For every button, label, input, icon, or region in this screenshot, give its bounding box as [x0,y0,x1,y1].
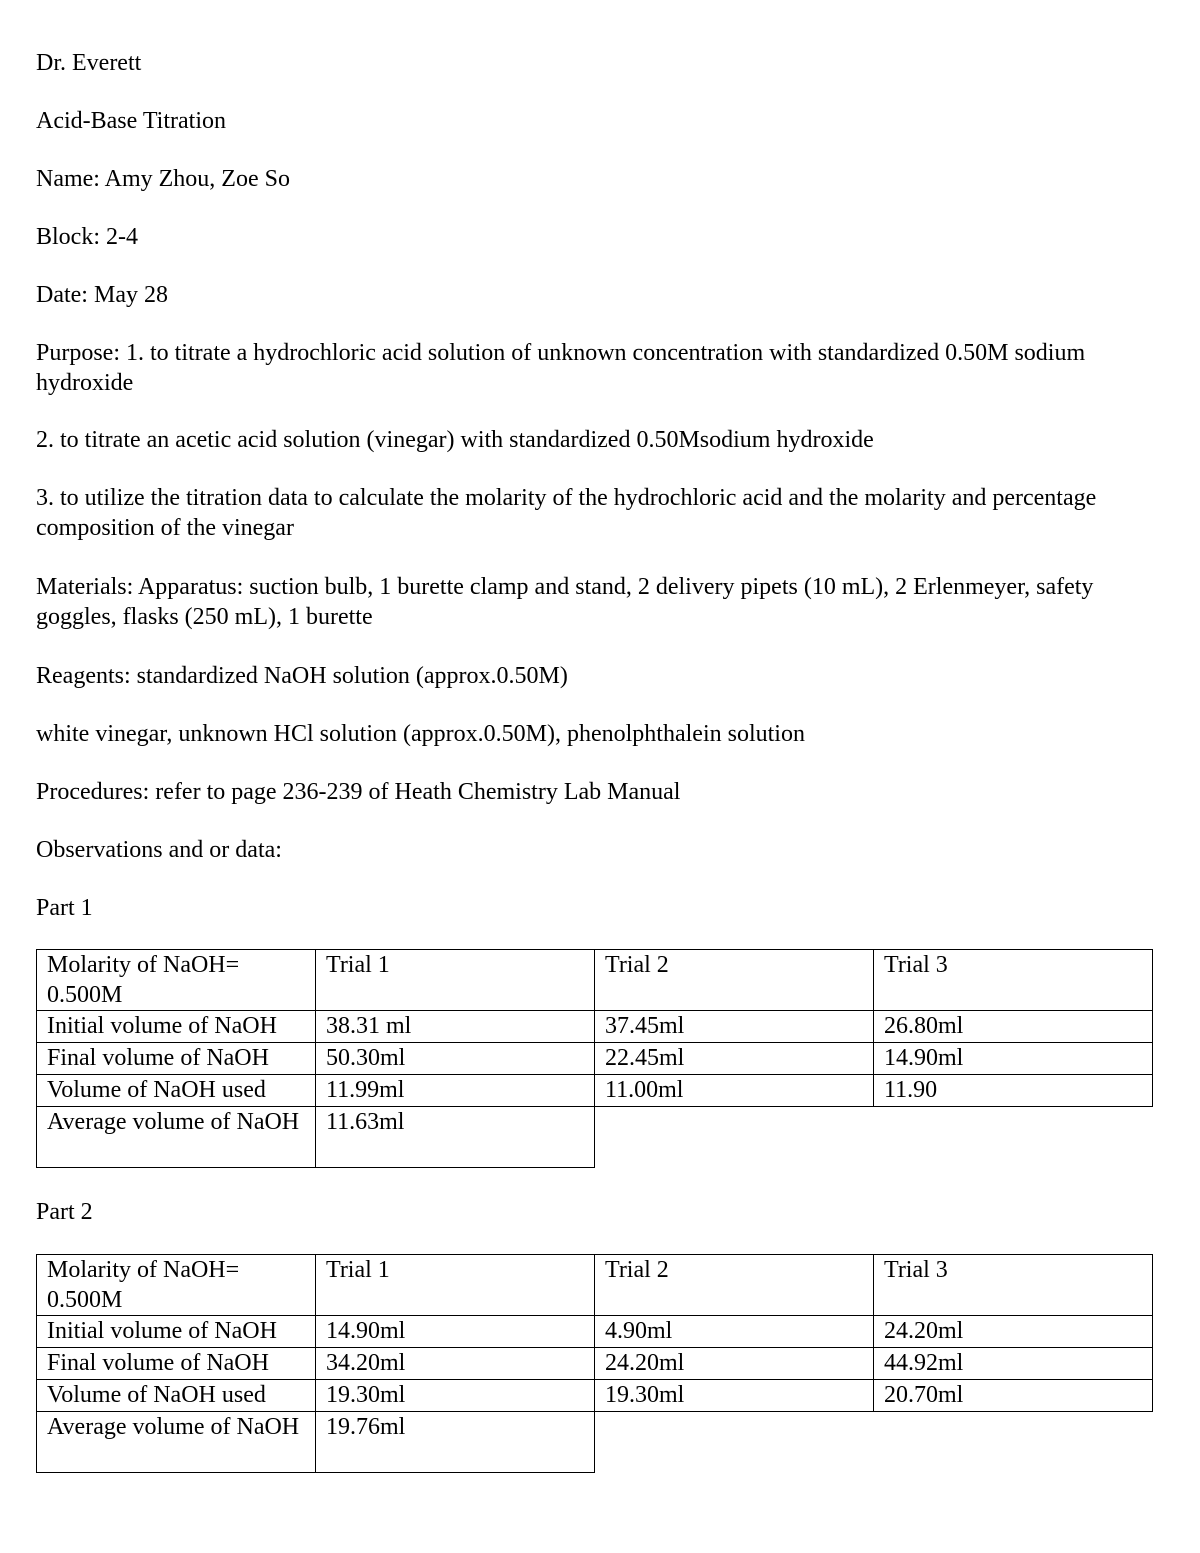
table-row [37,1316,1153,1348]
table-header-cell: Trial 3 [874,950,1153,1011]
average-row [37,1107,1153,1168]
table-cell: 11.63ml [316,1107,595,1168]
table-cell: 11.90 [874,1075,1153,1107]
table-cell: 14.90ml [316,1316,595,1348]
table-header-cell: Trial 2 [595,950,874,1011]
table-cell: 11.99ml [316,1075,595,1107]
table-cell: Initial volume of NaOH [37,1316,316,1348]
table-header-cell: Trial 2 [595,1255,874,1316]
table-cell: Average volume of NaOH [37,1107,316,1168]
table-row [37,1348,1153,1380]
materials-paragraph: Materials: Apparatus: suction bulb, 1 burette clamp and stand, 2 delivery pipets (10 mL), 2 Erlenmeyer, safety goggles, flasks (250 mL), 1 burette [36,574,1094,630]
table-cell: Average volume of NaOH [37,1412,316,1473]
table-cell: Volume of NaOH used [37,1380,316,1412]
instructor-name: Dr. Everett [36,50,142,76]
procedures-line: Procedures: refer to page 236-239 of Heath Chemistry Lab Manual [36,779,681,805]
table-cell: 14.90ml [874,1043,1153,1075]
date-line: Date: May 28 [36,282,168,308]
part-1-table [36,949,1153,1168]
table-cell: 20.70ml [874,1380,1153,1412]
empty-cell [874,1107,1153,1168]
table-cell: 19.30ml [316,1380,595,1412]
table-header-row [37,950,1153,1011]
table-cell: 24.20ml [874,1316,1153,1348]
observations-heading: Observations and or data: [36,837,282,863]
table-cell: Volume of NaOH used [37,1075,316,1107]
part-1-heading: Part 1 [36,895,93,921]
purpose-item-3: 3. to utilize the titration data to calculate the molarity of the hydrochloric acid and the molarity and percentage composition of the vinegar [36,485,1097,541]
empty-cell [595,1107,874,1168]
table-cell: Initial volume of NaOH [37,1011,316,1043]
table-cell: 22.45ml [595,1043,874,1075]
table-header-cell: Trial 3 [874,1255,1153,1316]
table-cell: 44.92ml [874,1348,1153,1380]
table-cell: 19.76ml [316,1412,595,1473]
table-cell: 19.30ml [595,1380,874,1412]
lab-title: Acid-Base Titration [36,108,226,134]
table-row [37,1011,1153,1043]
reagents-line-2: white vinegar, unknown HCl solution (approx.0.50M), phenolphthalein solution [36,721,805,747]
table-header-cell: Molarity of NaOH= 0.500M [37,950,316,1011]
part-2-table [36,1254,1153,1473]
empty-cell [874,1412,1153,1473]
table-cell: 24.20ml [595,1348,874,1380]
table-header-cell: Trial 1 [316,1255,595,1316]
table-cell: 38.31 ml [316,1011,595,1043]
student-names: Name: Amy Zhou, Zoe So [36,166,290,192]
part-2-heading: Part 2 [36,1199,93,1225]
reagents-line-1: Reagents: standardized NaOH solution (approx.0.50M) [36,663,568,689]
average-row [37,1412,1153,1473]
block-line: Block: 2-4 [36,224,138,250]
table-row [37,1380,1153,1412]
table-cell: 26.80ml [874,1011,1153,1043]
table-cell: Final volume of NaOH [37,1348,316,1380]
empty-cell [595,1412,874,1473]
table-row [37,1043,1153,1075]
table-header-row [37,1255,1153,1316]
table-header-cell: Trial 1 [316,950,595,1011]
table-header-cell: Molarity of NaOH= 0.500M [37,1255,316,1316]
table-cell: 50.30ml [316,1043,595,1075]
purpose-item-1: Purpose: 1. to titrate a hydrochloric acid solution of unknown concentration with standardized 0.50M sodium hydroxide [36,340,1086,396]
table-cell: 11.00ml [595,1075,874,1107]
table-cell: 37.45ml [595,1011,874,1043]
table-cell: Final volume of NaOH [37,1043,316,1075]
table-cell: 34.20ml [316,1348,595,1380]
table-row [37,1075,1153,1107]
table-cell: 4.90ml [595,1316,874,1348]
purpose-item-2: 2. to titrate an acetic acid solution (vinegar) with standardized 0.50Msodium hydroxide [36,427,874,453]
